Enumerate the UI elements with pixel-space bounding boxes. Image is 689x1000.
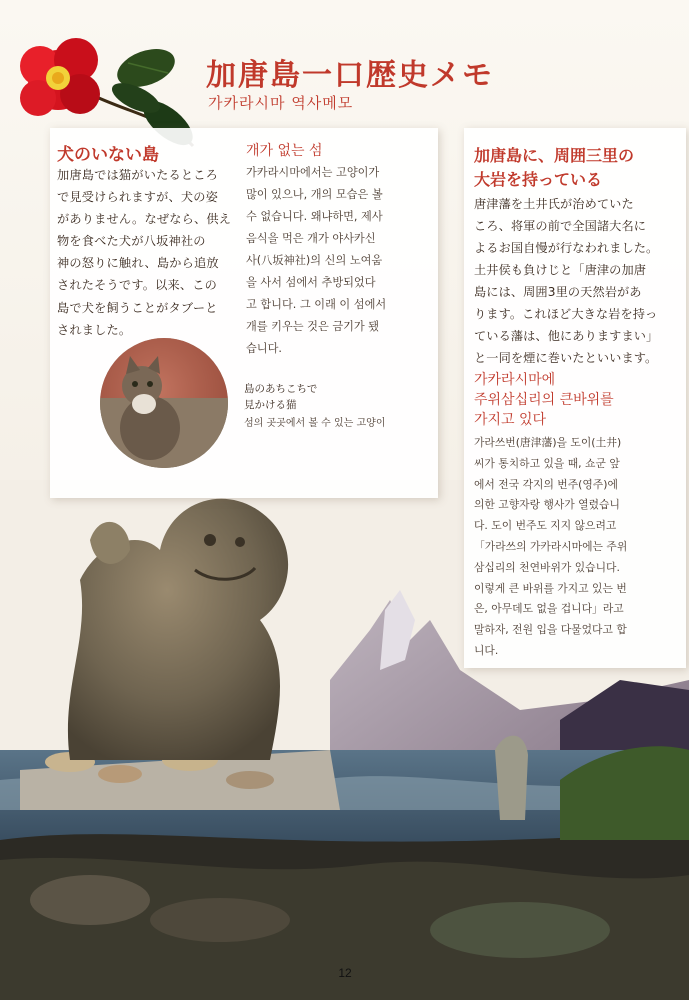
- rock-section-body-ko: 가라쓰번(唐津藩)을 도이(土井) 씨가 통치하고 있을 때, 쇼군 앞 에서 전국 각지의 번주(영주)에 의한 고향자랑 행사가 열렸습니 다. 도이 번주도 지지 않으려고 「가라쓰의 가카라시마에는 주위 삼십리의 천연바위가 있습니다. 이렇게 큰 바위를 가지고 있는 번 은, 아무데도 없을 겁니다」라고 말하자, 전원 입을 다물었다고 합 니다.: [474, 436, 628, 657]
- rock-section-heading-ko: 가카라시마에 주위삼십리의 큰바위를 가지고 있다: [474, 372, 614, 428]
- page-number: 12: [338, 966, 352, 980]
- cat-photo-caption-ko: 섬의 곳곳에서 볼 수 있는 고양이: [244, 418, 386, 429]
- page-subtitle-korean: 가카라시마 역사메모: [208, 94, 354, 112]
- rock-section-heading-ja: 加唐島に、周囲三里の 大岩を持っている: [474, 146, 635, 189]
- cat-photo: [100, 338, 228, 468]
- page-title: 加唐島一口歴史メモ: [206, 58, 494, 93]
- dog-section-body-ko: 가카라시마에서는 고양이가 많이 있으나, 개의 모습은 볼 수 없습니다. 왜냐하면, 제사 음식을 먹은 개가 야사카신 사(八坂神社)의 신의 노여움 을 사서 섬에서 추방되었다 고 합니다. 그 이래 이 섬에서 개를 키우는 것은 금기가 됐 습니다.: [246, 166, 387, 355]
- dog-section-heading-ja: 犬のいない島: [57, 145, 159, 165]
- dog-section-body-ja: 加唐島では猫がいたるところ で見受けられますが、犬の姿 がありません。なぜなら、供え 物を食べた犬が八坂神社の 神の怒りに触れ、島から追放 されたそうです。以来、この 島で犬を飼うことがタブーと されました。: [57, 168, 232, 337]
- dog-section-heading-ko: 개가 없는 섬: [246, 143, 323, 159]
- rock-section-body-ja: 唐津藩を土井氏が治めていた ころ、将軍の前で全国諸大名に よるお国自慢が行なわれました。 土井侯も負けじと「唐津の加唐 島には、周囲3里の天然岩があ ります。これほど大きな岩を持っ ている藩は、他にありますまい」 と一同を煙に巻いたといいます。: [474, 197, 659, 365]
- cat-photo-caption-ja: 島のあちこちで 見かける猫: [244, 383, 318, 411]
